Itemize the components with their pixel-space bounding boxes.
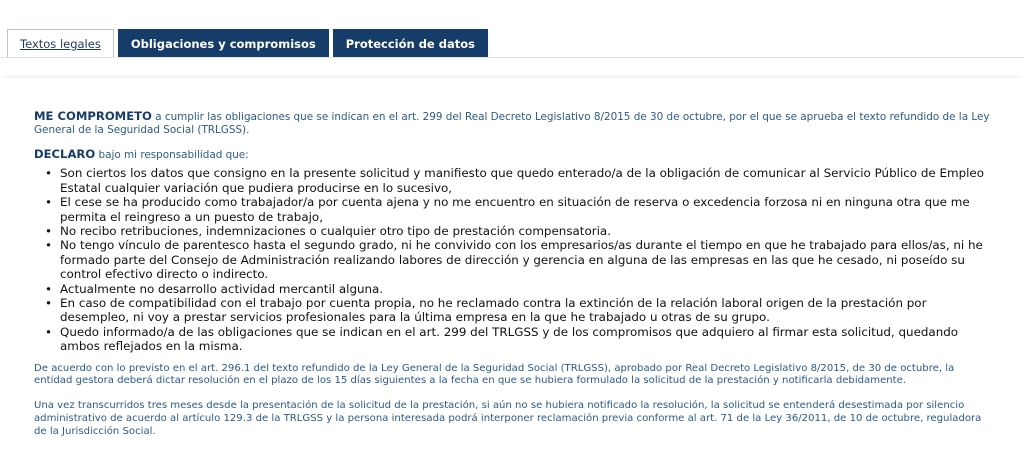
declaro-paragraph (34, 148, 994, 162)
list-item-text: Quedo informado/a de las obligaciones que se indican en el art. 299 del TRLGSS y de los compromisos que adquiero al firmar esta solicitud, quedando ambos reflejados en la misma. (60, 324, 959, 354)
tab-bar (7, 29, 492, 58)
bullet: • (45, 166, 53, 181)
compromiso-text: a cumplir las obligaciones que se indican en el art. 299 del Real Decreto Legislativo 8/2015 de 30 de octubre, por el que se aprueba el texto refundido de la Ley General de la Seguridad Social (TRLGSS). (34, 111, 990, 136)
silence-note: Una vez transcurridos tres meses desde la presentación de la solicitud de la prestación, si aún no se hubiera notificado la resolución, la solicitud se entenderá desestimada por silencio administrativo de acuerdo al artículo 129.3 de la TRLGSS y la persona interesada podrá interponer reclamación previa conforme al art. 71 de la Ley 36/2011, de 10 de octubre, reguladora de la Jurisdicción Social. (34, 400, 982, 437)
tab-proteccion-datos[interactable]: Protección de datos (333, 29, 488, 58)
declaro-lead: DECLARO (34, 146, 96, 161)
tabs-divider (0, 57, 1024, 58)
resolution-note: De acuerdo con lo previsto en el art. 296.1 del texto refundido de la Ley General de la Seguridad Social (TRLGSS), aprobado por Real Decreto Legislativo 8/2015, de 30 de octubre, la entidad gestora deberá dictar resolución en el plazo de los 15 días siguientes a la fecha en que se hubiera formulado la solicitud de la prestación y notificarla debidamente. (34, 362, 955, 387)
list-item-text: Son ciertos los datos que consigno en la presente solicitud y manifiesto que quedo enterado/a de la obligación de comunicar al Servicio Público de Empleo Estatal cualquier variación que pudiera producirse en lo sucesivo, (60, 166, 985, 195)
bullet: • (45, 281, 53, 296)
compromiso-lead: ME COMPROMETO (34, 109, 152, 123)
declaro-text: bajo mi responsabilidad que: (95, 148, 249, 161)
list-item (45, 282, 994, 296)
list-item-text: No recibo retribuciones, indemnizaciones o cualquier otro tipo de prestación compensatoria. (60, 224, 611, 239)
list-item-text: No tengo vínculo de parentesco hasta el segundo grado, ni he convivido con los empresarios/as durante el tiempo en que he trabajado para ellos/as, ni he formado parte del Consejo de Administración realizando labores de dirección y gerencia en alguna de las empresas en las que he cesado, ni poseído su control efectivo directo o indirecto. (60, 238, 983, 282)
list-item-text: En caso de compatibilidad con el trabajo por cuenta propia, no he reclamado contra la extinción de la relación laboral origen de la prestación por desempleo, ni voy a prestar servicios profesionales para la última empresa en la que he trabajado u otras de su grupo. (60, 296, 927, 325)
bullet: • (45, 224, 53, 239)
bullet: • (45, 324, 53, 339)
list-item (45, 166, 994, 195)
list-item (45, 325, 994, 354)
compromiso-paragraph (34, 110, 994, 137)
bullet: • (45, 238, 53, 253)
declaration-list (34, 166, 994, 353)
obligaciones-content (34, 110, 994, 439)
list-item (45, 224, 994, 238)
list-item-text: Actualmente no desarrollo actividad mercantil alguna. (60, 281, 384, 296)
list-item-text: El cese se ha producido como trabajador/a por cuenta ajena y no me encuentro en situación de reserva o excedencia forzosa ni en ninguna otra que me permita el reingreso a un puesto de trabajo, (60, 195, 970, 224)
bullet: • (45, 195, 53, 210)
list-item (45, 296, 994, 325)
tab-textos-legales[interactable]: Textos legales (7, 29, 114, 58)
list-item (45, 238, 994, 281)
tab-obligaciones-compromisos[interactable]: Obligaciones y compromisos (118, 29, 329, 58)
bullet: • (45, 296, 53, 311)
list-item (45, 195, 994, 224)
